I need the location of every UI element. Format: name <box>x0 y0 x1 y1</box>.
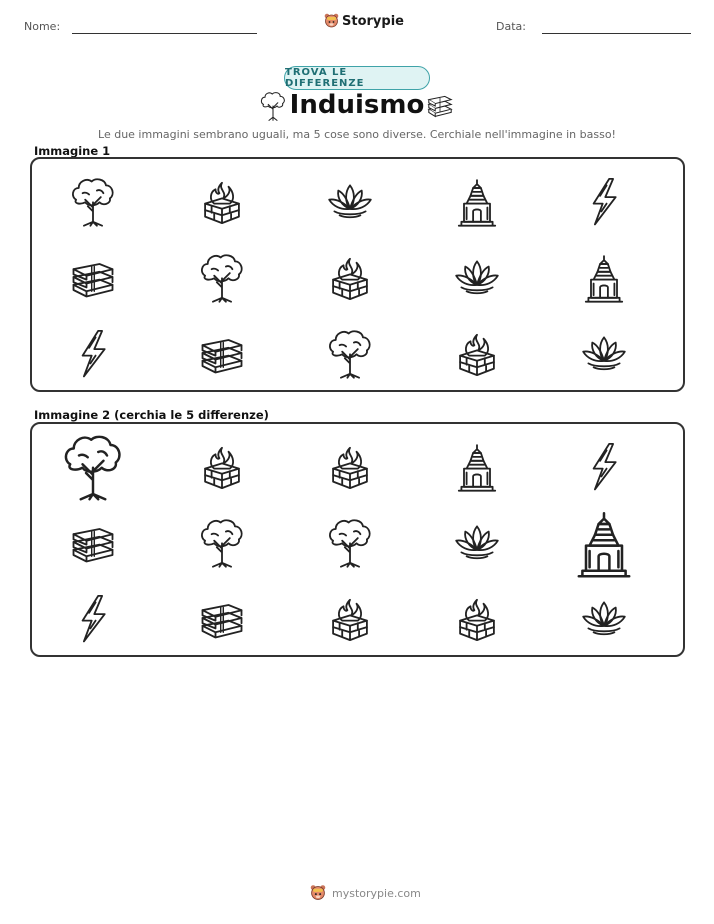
image2-cell-r3c3[interactable] <box>324 592 376 644</box>
footer-link[interactable]: mystorypie.com <box>332 886 421 900</box>
temple-icon <box>451 440 503 492</box>
image2-cell-r1c5[interactable] <box>578 440 630 492</box>
image1-panel <box>30 157 685 392</box>
fire-altar-icon <box>324 440 376 492</box>
temple-icon <box>451 175 503 227</box>
name-line[interactable] <box>72 33 257 34</box>
image1-cell-r1c5[interactable] <box>578 175 630 227</box>
image1-cell-r2c2[interactable] <box>196 251 248 303</box>
image2-cell-r2c5[interactable] <box>568 506 640 578</box>
image1-cell-r1c2[interactable] <box>196 175 248 227</box>
tree-icon <box>196 251 248 303</box>
image1-cell-r3c1[interactable] <box>67 327 119 379</box>
tree-icon <box>67 175 119 227</box>
brand-name: Storypie <box>342 13 404 29</box>
image1-cell-r2c3[interactable] <box>324 251 376 303</box>
image2-cell-r1c1[interactable] <box>58 431 128 501</box>
image2-cell-r1c2[interactable] <box>196 440 248 492</box>
footer <box>310 884 421 902</box>
tree-icon <box>324 327 376 379</box>
image2-cell-r2c4[interactable] <box>451 516 503 568</box>
image2-cell-r2c1[interactable] <box>67 516 119 568</box>
image2-cell-r3c5[interactable] <box>578 592 630 644</box>
fire-altar-icon <box>196 175 248 227</box>
money-stack-icon <box>67 516 119 568</box>
date-line[interactable] <box>542 33 691 34</box>
image1-cell-r2c5[interactable] <box>578 251 630 303</box>
page-title: Induismo <box>289 90 425 120</box>
fire-altar-icon <box>196 440 248 492</box>
image1-cell-r2c1[interactable] <box>67 251 119 303</box>
money-stack-icon <box>196 592 248 644</box>
money-stack-icon <box>196 327 248 379</box>
fire-altar-icon <box>451 592 503 644</box>
lightning-icon <box>578 175 630 227</box>
image1-cell-r1c1[interactable] <box>67 175 119 227</box>
image2-cell-r2c2[interactable] <box>196 516 248 568</box>
temple-icon <box>568 506 640 578</box>
image2-cell-r1c3[interactable] <box>324 440 376 492</box>
tree-icon <box>58 431 128 501</box>
image2-cell-r3c2[interactable] <box>196 592 248 644</box>
image1-cell-r1c4[interactable] <box>451 175 503 227</box>
image1-cell-r3c4[interactable] <box>451 327 503 379</box>
badge <box>284 66 430 90</box>
lightning-icon <box>67 327 119 379</box>
temple-icon <box>578 251 630 303</box>
image1-cell-r3c3[interactable] <box>324 327 376 379</box>
fire-altar-icon <box>324 592 376 644</box>
lotus-icon <box>578 592 630 644</box>
fire-altar-icon <box>451 327 503 379</box>
fire-altar-icon <box>324 251 376 303</box>
tree-icon <box>196 516 248 568</box>
bear-mascot-icon <box>324 13 339 29</box>
bear-mascot-icon <box>310 884 326 902</box>
money-stack-icon <box>424 90 456 122</box>
image2-cell-r3c1[interactable] <box>67 592 119 644</box>
lotus-icon <box>324 175 376 227</box>
lotus-icon <box>451 516 503 568</box>
image1-label: Immagine 1 <box>34 144 111 158</box>
image1-cell-r3c5[interactable] <box>578 327 630 379</box>
image2-cell-r3c4[interactable] <box>451 592 503 644</box>
brand-logo <box>324 13 404 29</box>
lightning-icon <box>578 440 630 492</box>
image1-cell-r2c4[interactable] <box>451 251 503 303</box>
badge-text: TROVA LE DIFFERENZE <box>285 67 365 89</box>
image1-cell-r1c3[interactable] <box>324 175 376 227</box>
image2-panel <box>30 422 685 657</box>
money-stack-icon <box>67 251 119 303</box>
image2-cell-r1c4[interactable] <box>451 440 503 492</box>
instructions: Le due immagini sembrano uguali, ma 5 cose sono diverse. Cerchiale nell'immagine in basso! <box>98 128 616 141</box>
image2-label: Immagine 2 (cerchia le 5 differenze) <box>34 408 269 422</box>
image1-cell-r3c2[interactable] <box>196 327 248 379</box>
lotus-icon <box>578 327 630 379</box>
lightning-icon <box>67 592 119 644</box>
tree-icon <box>324 516 376 568</box>
date-label: Data: <box>496 20 526 33</box>
image2-cell-r2c3[interactable] <box>324 516 376 568</box>
name-label: Nome: <box>24 20 61 33</box>
lotus-icon <box>451 251 503 303</box>
